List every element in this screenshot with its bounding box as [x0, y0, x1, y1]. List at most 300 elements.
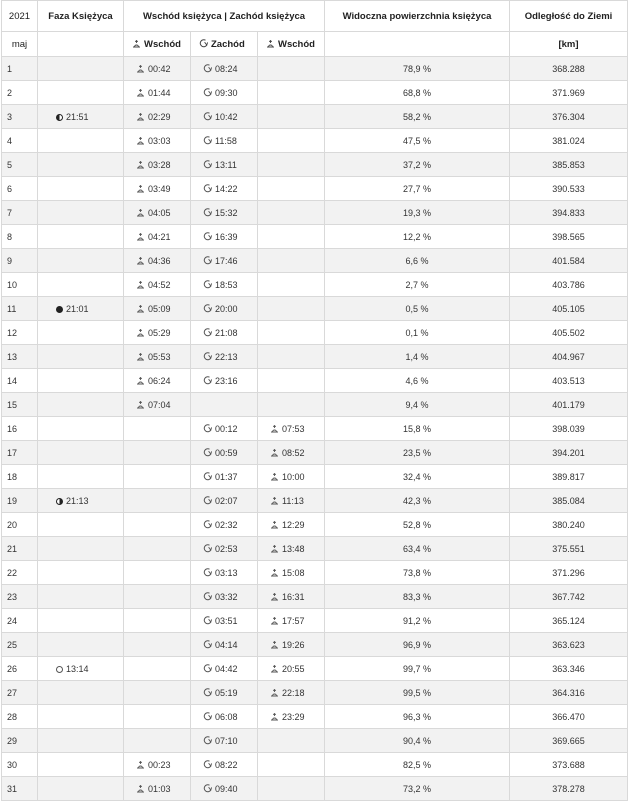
day-cell: [2, 705, 38, 729]
distance-value: 390.533: [552, 183, 585, 194]
distance-cell: [510, 297, 628, 321]
day-cell: [2, 681, 38, 705]
distance-value: 380.240: [552, 519, 585, 530]
moonrise-icon: [270, 425, 279, 433]
phase-cell: [38, 705, 124, 729]
visible-surface-value: 32,4 %: [402, 471, 432, 482]
moonset-time: 02:07: [215, 495, 238, 506]
moonset-icon: [203, 472, 212, 481]
moonrise2-cell: [258, 537, 325, 561]
moonrise2-cell: [258, 609, 325, 633]
moonset-icon: [203, 568, 212, 577]
phase-time: 13:14: [66, 663, 89, 674]
moonset-cell: [191, 369, 258, 393]
day-cell: [2, 729, 38, 753]
day-number: 4: [7, 135, 13, 146]
distance-cell: [510, 393, 628, 417]
moonset-icon: [203, 112, 212, 121]
first-quarter-moon-icon: [56, 498, 63, 505]
phase-cell: [38, 441, 124, 465]
moonrise-cell: [124, 465, 191, 489]
phase-cell: [38, 537, 124, 561]
distance-value: 398.565: [552, 231, 585, 242]
moonrise2-cell: [258, 705, 325, 729]
moonrise2-cell: [258, 657, 325, 681]
moonset-cell: [191, 417, 258, 441]
moonrise-cell: [124, 585, 191, 609]
moonset-cell: [191, 393, 258, 417]
moonset-cell: [191, 273, 258, 297]
moonrise2-time: 15:08: [282, 567, 305, 578]
moonset-icon: [199, 39, 208, 48]
moonset-cell: [191, 753, 258, 777]
visible-surface-value: 12,2 %: [402, 231, 432, 242]
visible-surface-cell: [325, 681, 510, 705]
moonrise-icon: [266, 40, 275, 48]
moonset-time: 03:13: [215, 567, 238, 578]
distance-value: 398.039: [552, 423, 585, 434]
phase-cell: [38, 345, 124, 369]
year-header: 2021: [2, 1, 38, 32]
visible-surface-cell: [325, 633, 510, 657]
moonset-cell: [191, 729, 258, 753]
day-number: 25: [7, 639, 18, 650]
moonset-cell: [191, 105, 258, 129]
moonrise-cell: [124, 633, 191, 657]
phase-cell: [38, 753, 124, 777]
moonrise-time: 04:36: [148, 255, 171, 266]
visible-surface-cell: [325, 561, 510, 585]
moonset-icon: [203, 592, 212, 601]
moonset-icon: [203, 544, 212, 553]
distance-value: 375.551: [552, 543, 585, 554]
day-number: 13: [7, 351, 18, 362]
phase-time: 21:01: [66, 303, 89, 314]
visible-surface-cell: [325, 489, 510, 513]
moonset-time: 11:58: [215, 135, 237, 146]
distance-value: 363.346: [552, 663, 585, 674]
visible-surface-value: 73,2 %: [402, 783, 432, 794]
moonset-cell: [191, 705, 258, 729]
moonset-cell: [191, 129, 258, 153]
moonrise2-time: 11:13: [282, 495, 304, 506]
visible-surface-value: 23,5 %: [402, 447, 432, 458]
table-row: [2, 585, 628, 609]
moonrise-icon: [136, 353, 145, 361]
distance-cell: [510, 273, 628, 297]
visible-surface-cell: [325, 729, 510, 753]
moonset-cell: [191, 681, 258, 705]
visible-surface-cell: [325, 177, 510, 201]
moonset-cell: [191, 321, 258, 345]
day-cell: [2, 657, 38, 681]
moonrise2-cell: [258, 489, 325, 513]
day-cell: [2, 129, 38, 153]
day-number: 9: [7, 255, 13, 266]
distance-value: 404.967: [552, 351, 585, 362]
moonrise2-time: 23:29: [282, 711, 305, 722]
moonrise2-cell: [258, 417, 325, 441]
moonrise-cell: [124, 105, 191, 129]
moonrise2-cell: [258, 513, 325, 537]
table-row: [2, 657, 628, 681]
visible-surface-value: 63,4 %: [402, 543, 432, 554]
visible-surface-cell: [325, 105, 510, 129]
moonset-cell: [191, 777, 258, 801]
table-row: [2, 249, 628, 273]
day-number: 1: [7, 63, 13, 74]
distance-cell: [510, 57, 628, 81]
moonrise-icon: [136, 257, 145, 265]
distance-cell: [510, 585, 628, 609]
day-cell: [2, 489, 38, 513]
day-cell: [2, 81, 38, 105]
moonrise-icon: [270, 569, 279, 577]
moonrise-cell: [124, 249, 191, 273]
visible-surface-value: 96,3 %: [402, 711, 432, 722]
distance-cell: [510, 513, 628, 537]
phase-subheader: [38, 32, 124, 57]
visible-surface-cell: [325, 705, 510, 729]
visible-surface-value: 4,6 %: [405, 375, 429, 386]
table-row: [2, 297, 628, 321]
moonset-time: 00:12: [215, 423, 238, 434]
phase-cell: [38, 105, 124, 129]
visible-surface-value: 19,3 %: [402, 207, 432, 218]
moonset-icon: [203, 448, 212, 457]
visible-subheader: [325, 32, 510, 57]
moonrise-icon: [136, 305, 145, 313]
moonrise-icon: [136, 185, 145, 193]
phase-cell: [38, 561, 124, 585]
moonset-cell: [191, 513, 258, 537]
moonrise2-cell: [258, 345, 325, 369]
distance-cell: [510, 633, 628, 657]
distance-value: 366.470: [552, 711, 585, 722]
table-row: [2, 513, 628, 537]
phase-cell: [38, 321, 124, 345]
moonrise-cell: [124, 177, 191, 201]
moonrise-cell: [124, 129, 191, 153]
moonrise-time: 01:44: [148, 87, 171, 98]
table-row: [2, 777, 628, 801]
day-number: 8: [7, 231, 13, 242]
phase-cell: [38, 609, 124, 633]
moonrise-cell: [124, 57, 191, 81]
distance-cell: [510, 129, 628, 153]
moonset-time: 10:42: [215, 111, 238, 122]
distance-value: 364.316: [552, 687, 585, 698]
day-number: 26: [7, 663, 18, 674]
distance-cell: [510, 729, 628, 753]
moonset-time: 22:13: [215, 351, 238, 362]
distance-cell: [510, 753, 628, 777]
moonrise-icon: [136, 209, 145, 217]
distance-value: 389.817: [552, 471, 585, 482]
day-cell: [2, 249, 38, 273]
moonrise-cell: [124, 561, 191, 585]
moonrise-icon: [136, 233, 145, 241]
distance-value: 403.513: [552, 375, 585, 386]
moonset-cell: [191, 201, 258, 225]
visible-surface-value: 68,8 %: [402, 87, 432, 98]
day-number: 24: [7, 615, 18, 626]
moonrise-cell: [124, 441, 191, 465]
moonrise-cell: [124, 273, 191, 297]
visible-surface-value: 27,7 %: [402, 183, 432, 194]
day-cell: [2, 417, 38, 441]
moonrise-subheader: [124, 32, 191, 57]
table-row: [2, 57, 628, 81]
moonrise-cell: [124, 417, 191, 441]
day-number: 23: [7, 591, 18, 602]
visible-surface-cell: [325, 57, 510, 81]
phase-header: Faza Księżyca: [38, 1, 124, 32]
table-row: [2, 105, 628, 129]
moonrise-cell: [124, 489, 191, 513]
day-number: 21: [7, 543, 18, 554]
moonrise-cell: [124, 297, 191, 321]
day-number: 14: [7, 375, 18, 386]
visible-surface-value: 91,2 %: [402, 615, 432, 626]
moonrise2-cell: [258, 465, 325, 489]
moonrise-icon: [136, 65, 145, 73]
moonset-time: 16:39: [215, 231, 238, 242]
moonset-icon: [203, 304, 212, 313]
visible-surface-value: 99,7 %: [402, 663, 432, 674]
distance-cell: [510, 465, 628, 489]
day-cell: [2, 753, 38, 777]
moonrise-time: 05:29: [148, 327, 171, 338]
visible-surface-cell: [325, 129, 510, 153]
moonset-icon: [203, 712, 212, 721]
phase-cell: [38, 249, 124, 273]
visible-surface-cell: [325, 201, 510, 225]
moonrise-icon: [270, 545, 279, 553]
moonrise-time: 03:49: [148, 183, 171, 194]
day-number: 5: [7, 159, 13, 170]
visible-surface-cell: [325, 369, 510, 393]
moonrise-cell: [124, 225, 191, 249]
moonrise2-cell: [258, 249, 325, 273]
moonrise-time: 05:09: [148, 303, 171, 314]
visible-surface-value: 99,5 %: [402, 687, 432, 698]
day-cell: [2, 609, 38, 633]
visible-surface-cell: [325, 273, 510, 297]
moonset-time: 21:08: [215, 327, 238, 338]
moonset-cell: [191, 57, 258, 81]
moonrise-cell: [124, 369, 191, 393]
moonrise2-cell: [258, 297, 325, 321]
moonrise2-cell: [258, 105, 325, 129]
moonrise2-time: 08:52: [282, 447, 305, 458]
visible-surface-value: 37,2 %: [402, 159, 432, 170]
moonrise2-cell: [258, 177, 325, 201]
table-row: [2, 393, 628, 417]
moonrise2-subheader: [258, 32, 325, 57]
day-number: 31: [7, 783, 18, 794]
moonrise-icon: [270, 497, 279, 505]
distance-value: 394.201: [552, 447, 585, 458]
distance-value: 405.105: [552, 303, 585, 314]
distance-cell: [510, 345, 628, 369]
moonrise-cell: [124, 705, 191, 729]
visible-surface-cell: [325, 537, 510, 561]
day-cell: [2, 153, 38, 177]
phase-cell: [38, 417, 124, 441]
moonset-icon: [203, 160, 212, 169]
distance-value: 369.665: [552, 735, 585, 746]
distance-cell: [510, 225, 628, 249]
table-row: [2, 177, 628, 201]
moonset-icon: [203, 664, 212, 673]
moonset-icon: [203, 88, 212, 97]
moonset-icon: [203, 328, 212, 337]
distance-cell: [510, 489, 628, 513]
moonrise2-time: 17:57: [282, 615, 305, 626]
moonrise-time: 04:52: [148, 279, 171, 290]
moonrise-icon: [270, 617, 279, 625]
phase-cell: [38, 177, 124, 201]
distance-value: 376.304: [552, 111, 585, 122]
moonrise-icon: [270, 641, 279, 649]
moonset-cell: [191, 609, 258, 633]
day-cell: [2, 273, 38, 297]
moonrise2-time: 16:31: [282, 591, 305, 602]
moonset-time: 03:32: [215, 591, 238, 602]
distance-cell: [510, 657, 628, 681]
visible-surface-value: 78,9 %: [402, 63, 432, 74]
visible-surface-cell: [325, 321, 510, 345]
distance-cell: [510, 177, 628, 201]
moonset-icon: [203, 208, 212, 217]
phase-cell: [38, 129, 124, 153]
distance-value: 394.833: [552, 207, 585, 218]
distance-value: 367.742: [552, 591, 585, 602]
moonset-icon: [203, 232, 212, 241]
moonrise2-label: Wschód: [278, 38, 315, 50]
visible-surface-cell: [325, 753, 510, 777]
visible-surface-value: 96,9 %: [402, 639, 432, 650]
distance-cell: [510, 441, 628, 465]
visible-surface-cell: [325, 297, 510, 321]
moonset-time: 04:14: [215, 639, 238, 650]
table-row: [2, 729, 628, 753]
moonrise2-cell: [258, 201, 325, 225]
day-number: 28: [7, 711, 18, 722]
moonrise-icon: [136, 89, 145, 97]
moonset-time: 00:59: [215, 447, 238, 458]
moonset-time: 09:30: [215, 87, 238, 98]
distance-value: 401.179: [552, 399, 585, 410]
moonset-time: 07:10: [215, 735, 238, 746]
visible-surface-cell: [325, 225, 510, 249]
table-row: [2, 273, 628, 297]
day-cell: [2, 297, 38, 321]
moonrise2-cell: [258, 729, 325, 753]
moonset-time: 14:22: [215, 183, 238, 194]
moonset-cell: [191, 537, 258, 561]
day-number: 16: [7, 423, 18, 434]
moonset-icon: [203, 256, 212, 265]
moonset-cell: [191, 177, 258, 201]
moonrise-icon: [270, 665, 279, 673]
day-cell: [2, 369, 38, 393]
phase-cell: [38, 393, 124, 417]
visible-surface-header: Widoczna powierzchnia księżyca: [325, 1, 510, 32]
visible-surface-value: 82,5 %: [402, 759, 432, 770]
day-cell: [2, 777, 38, 801]
moonrise-icon: [270, 521, 279, 529]
day-cell: [2, 633, 38, 657]
day-cell: [2, 561, 38, 585]
moonrise2-cell: [258, 153, 325, 177]
day-number: 18: [7, 471, 18, 482]
visible-surface-value: 6,6 %: [405, 255, 429, 266]
day-cell: [2, 225, 38, 249]
moonset-icon: [203, 136, 212, 145]
table-row: [2, 753, 628, 777]
day-number: 2: [7, 87, 13, 98]
table-row: [2, 369, 628, 393]
table-row: [2, 465, 628, 489]
moonset-icon: [203, 736, 212, 745]
moonrise-cell: [124, 81, 191, 105]
moonrise-icon: [136, 401, 145, 409]
visible-surface-value: 15,8 %: [402, 423, 432, 434]
table-row: [2, 681, 628, 705]
distance-cell: [510, 201, 628, 225]
phase-cell: [38, 273, 124, 297]
distance-cell: [510, 777, 628, 801]
day-number: 17: [7, 447, 18, 458]
day-number: 12: [7, 327, 18, 338]
moonrise-icon: [270, 713, 279, 721]
moon-calendar-table: [1, 0, 628, 801]
visible-surface-value: 58,2 %: [402, 111, 432, 122]
visible-surface-cell: [325, 417, 510, 441]
day-cell: [2, 513, 38, 537]
phase-cell: [38, 657, 124, 681]
visible-surface-cell: [325, 153, 510, 177]
phase-cell: [38, 81, 124, 105]
moonset-cell: [191, 81, 258, 105]
visible-surface-cell: [325, 465, 510, 489]
distance-value: 385.084: [552, 495, 585, 506]
moonset-cell: [191, 441, 258, 465]
day-number: 29: [7, 735, 18, 746]
table-row: [2, 225, 628, 249]
table-row: [2, 417, 628, 441]
distance-value: 368.288: [552, 63, 585, 74]
moonrise-icon: [270, 473, 279, 481]
day-cell: [2, 585, 38, 609]
moonrise2-cell: [258, 393, 325, 417]
table-row: [2, 633, 628, 657]
moonrise-cell: [124, 201, 191, 225]
moonrise2-cell: [258, 753, 325, 777]
visible-surface-value: 90,4 %: [402, 735, 432, 746]
moonrise2-cell: [258, 441, 325, 465]
visible-surface-value: 9,4 %: [405, 399, 429, 410]
moonrise2-cell: [258, 561, 325, 585]
distance-value: 385.853: [552, 159, 585, 170]
moonset-time: 08:22: [215, 759, 238, 770]
moonrise-time: 02:29: [148, 111, 171, 122]
moonrise-time: 00:42: [148, 63, 171, 74]
moonset-icon: [203, 352, 212, 361]
table-row: [2, 489, 628, 513]
